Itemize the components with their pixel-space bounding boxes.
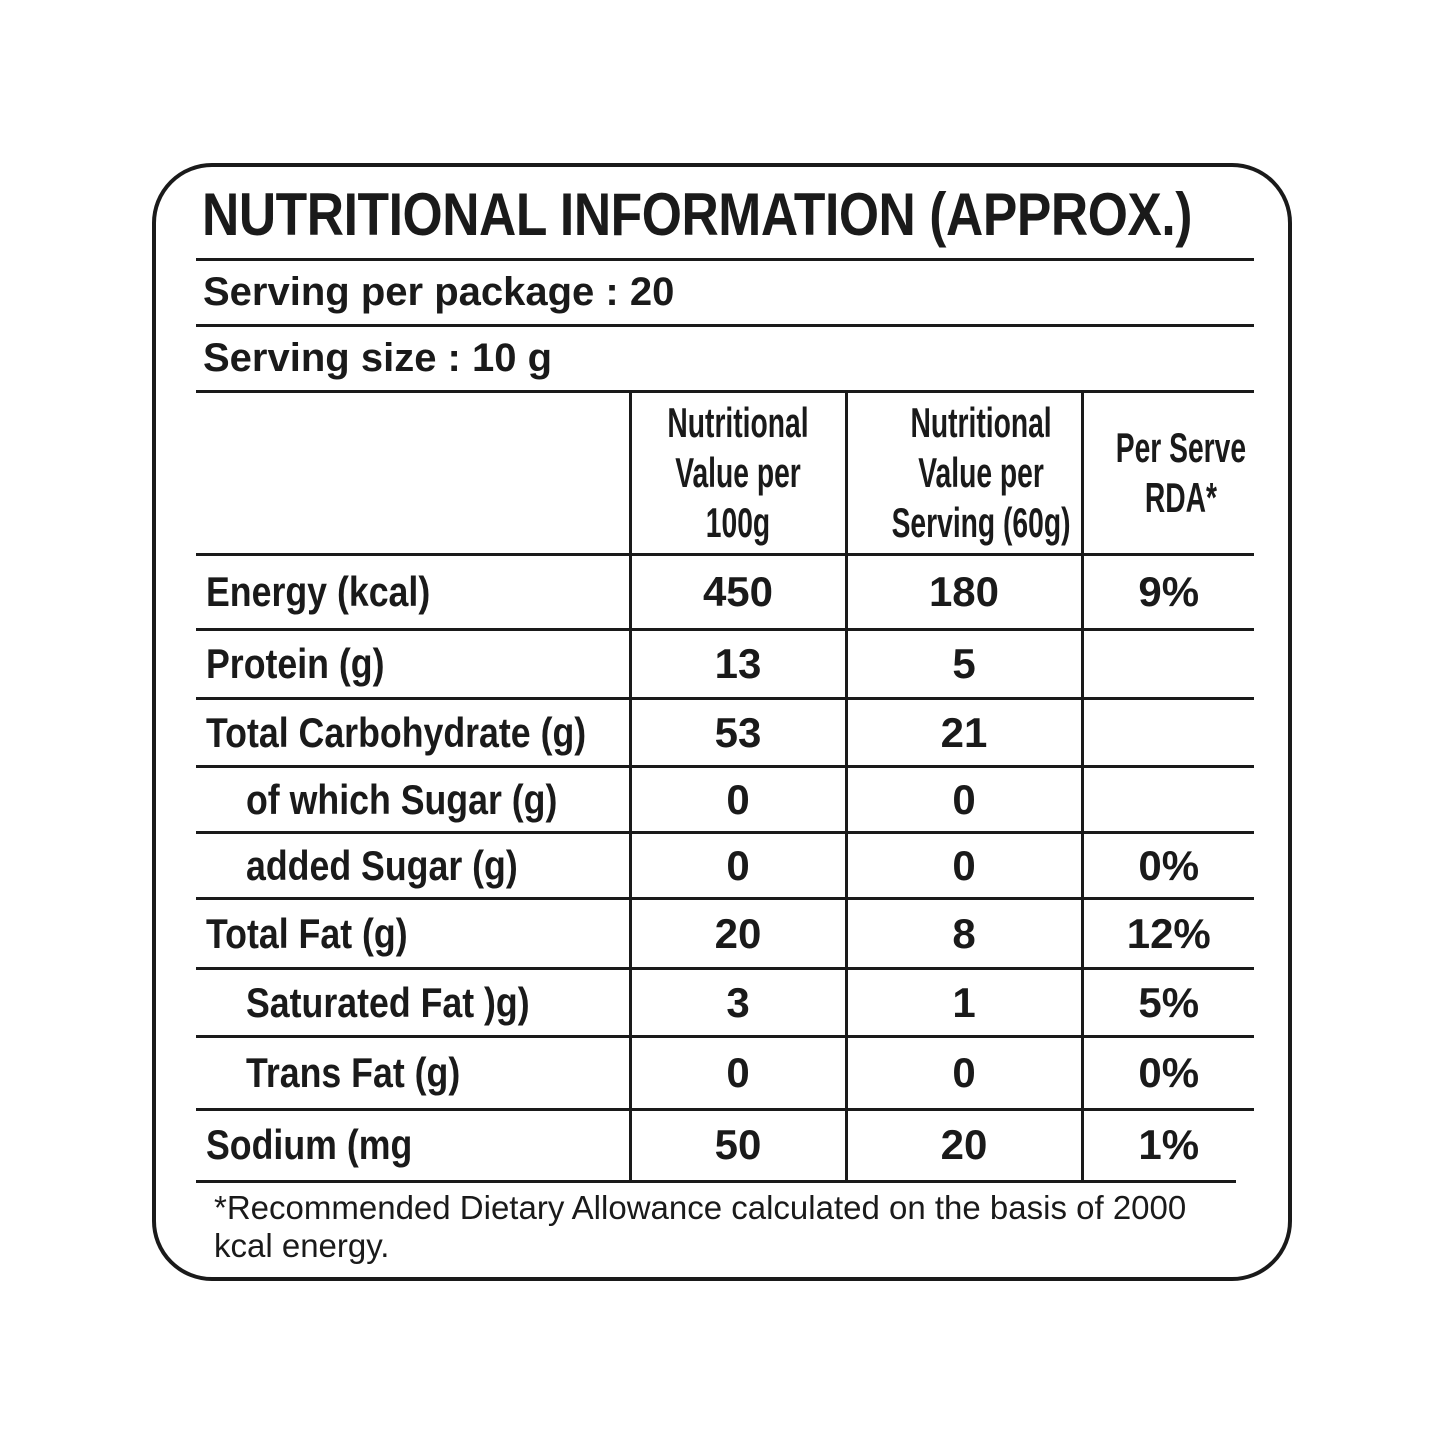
value-per-serving: 8: [846, 899, 1082, 969]
value-per-serving: 180: [846, 555, 1082, 630]
value-per-100g: 20: [630, 899, 846, 969]
value-per-100g: 3: [630, 969, 846, 1037]
value-per-serving: 20: [846, 1110, 1082, 1180]
value-per-100g: 0: [630, 1037, 846, 1110]
value-rda: 0%: [1082, 1037, 1254, 1110]
nutrient-name: of which Sugar (g): [196, 767, 630, 833]
header-line: Nutritional: [909, 399, 1052, 446]
value-per-serving: 21: [846, 699, 1082, 767]
header-line: Per Serve: [1115, 424, 1246, 471]
header-line: Nutritional: [667, 399, 809, 446]
value-rda: 5%: [1082, 969, 1254, 1037]
value-per-100g: 0: [630, 767, 846, 833]
table-row: [196, 833, 1254, 899]
value-per-100g: 450: [630, 555, 846, 630]
value-per-100g: 13: [630, 630, 846, 699]
nutrient-name: Saturated Fat )g): [196, 969, 630, 1037]
serving-per-package: Serving per package : 20: [203, 270, 675, 314]
value-rda: [1082, 699, 1254, 767]
table-row: [196, 1110, 1254, 1180]
nutrition-table: [196, 393, 1254, 1180]
nutrient-name: Sodium (mg: [206, 1121, 413, 1169]
value-rda: [1082, 630, 1254, 699]
value-per-100g: 53: [630, 699, 846, 767]
table-row: [196, 699, 1254, 767]
nutrient-name: Total Fat (g): [196, 899, 630, 969]
value-rda: 1%: [1082, 1110, 1254, 1180]
nutrient-name: Protein (g): [196, 630, 630, 699]
header-line: 100g: [705, 499, 771, 546]
value-rda: 0%: [1082, 833, 1254, 899]
value-rda: 9%: [1082, 555, 1254, 630]
nutrient-name: Total Carbohydrate (g): [196, 699, 630, 767]
nutrient-name: added Sugar (g): [196, 833, 630, 899]
label-title: NUTRITIONAL INFORMATION (APPROX.): [202, 181, 1193, 248]
table-row: [196, 630, 1254, 699]
table-row: [196, 555, 1254, 630]
value-per-serving: 0: [846, 1037, 1082, 1110]
table-row: [196, 1037, 1254, 1110]
nutrient-name: Energy (kcal): [196, 555, 630, 630]
column-header-per-serving: [846, 393, 1082, 555]
rda-footnote: *Recommended Dietary Allowance calculated on the basis of 2000 kcal energy.: [196, 1180, 1236, 1265]
header-line: Value per: [675, 449, 801, 496]
value-rda: [1082, 767, 1254, 833]
nutrient-name: Trans Fat (g): [196, 1037, 630, 1110]
value-per-serving: 1: [846, 969, 1082, 1037]
table-row: [196, 969, 1254, 1037]
table-header-row: [196, 393, 1254, 555]
header-line: Value per: [917, 449, 1044, 496]
value-per-100g: 0: [630, 833, 846, 899]
header-line: Serving (60g): [891, 499, 1070, 546]
column-header-per-100g: [630, 393, 846, 555]
column-header-nutrient: [196, 393, 630, 555]
value-per-serving: 5: [846, 630, 1082, 699]
header-line: RDA*: [1144, 474, 1217, 521]
table-row: [196, 767, 1254, 833]
nutrition-label: [196, 172, 1254, 1265]
value-per-serving: 0: [846, 767, 1082, 833]
value-rda: 12%: [1082, 899, 1254, 969]
value-per-100g: 50: [630, 1110, 846, 1180]
value-per-serving: 0: [846, 833, 1082, 899]
column-header-rda: [1082, 393, 1254, 555]
serving-size: Serving size : 10 g: [203, 336, 553, 380]
table-row: [196, 899, 1254, 969]
